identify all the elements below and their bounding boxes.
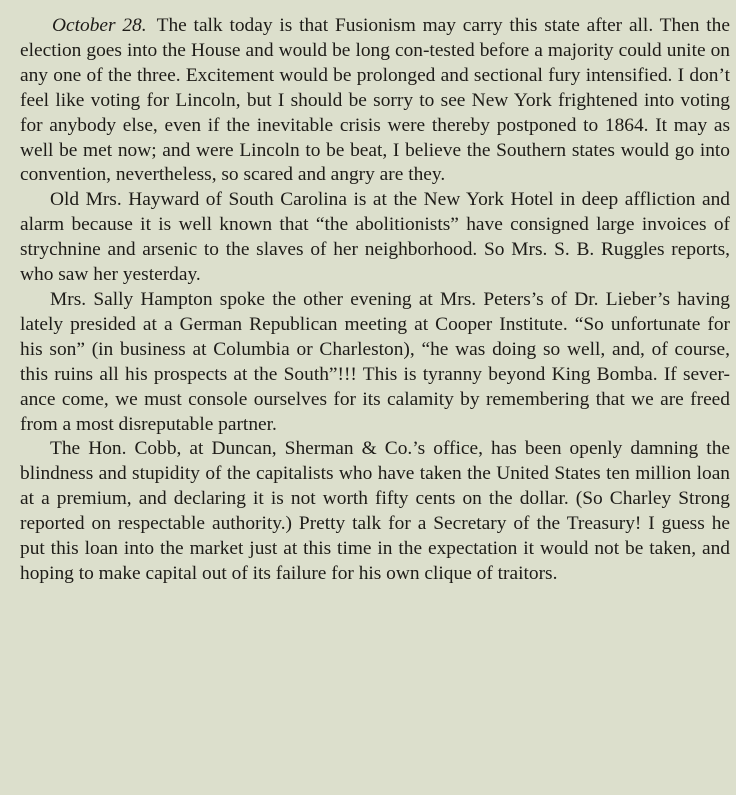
- paragraph-1: [20, 14, 730, 188]
- entry-date: October 28.: [52, 15, 147, 36]
- paragraph-2: Old Mrs. Hayward of South Carolina is at the New York Hotel in deep affliction and alarm because it is well known that “the abolitionists” have consigned large invoices of strychnine and arsenic to the slaves of her neighborhood. So Mrs. S. B. Ruggles reports, who saw her yesterday.: [20, 189, 730, 286]
- paragraph-1-text: The talk today is that Fusionism may carry this state after all. Then the election goes into the House and would be long con-tested before a majority could unite on any one of the three. Excitement would be prolonged and sectional fury intensified. I don’t feel like voting for Lincoln, but I should be sorry to see New York frightened into voting for anybody else, even if the inevitable crisis were thereby postponed to 1864. It may as well be met now; and were Lincoln to be beat, I believe the Southern states would go into convention, nevertheless, so scared and angry are they.: [20, 15, 730, 186]
- paragraph-4: The Hon. Cobb, at Duncan, Sherman & Co.’s office, has been openly damning the blindness and stupidity of the capitalists who have taken the United States ten million loan at a premium, and declaring it is not worth fifty cents on the dollar. (So Charley Strong reported on respectable authority.) Pretty talk for a Secretary of the Treasury! I guess he put this loan into the market just at this time in the expectation it would not be taken, and hoping to make capital out of its failure for his own clique of traitors.: [20, 438, 730, 584]
- paragraph-3: Mrs. Sally Hampton spoke the other evening at Mrs. Peters’s of Dr. Lieber’s having lately presided at a German Republican meeting at Cooper Institute. “So unfortunate for his son” (in business at Columbia or Charleston), “he was doing so well, and, of course, this ruins all his prospects at the South”!!! This is tyranny beyond King Bomba. If sever-ance come, we must console ourselves for its calamity by remembering that we are freed from a most disreputable partner.: [20, 288, 730, 435]
